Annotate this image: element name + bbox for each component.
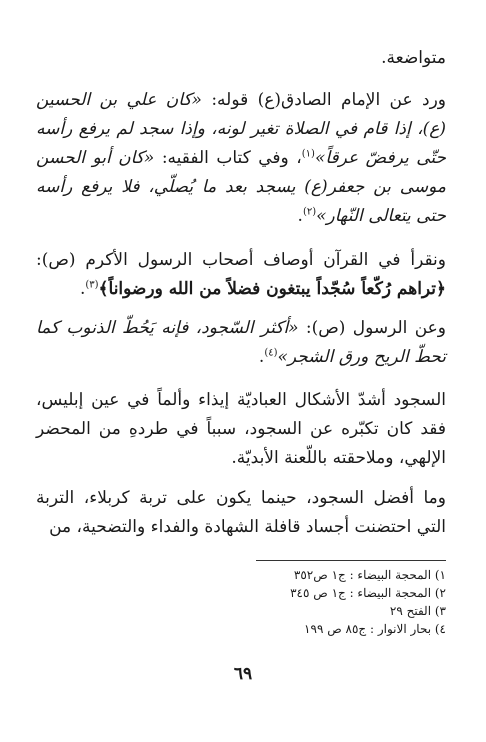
- p3-quote: «أكثر السّجود، فإنه يَحُطّ الذنوب كما تحطّ الريح ورق الشجر»: [36, 318, 446, 367]
- footnote-2: ٢) المحجة البيضاء : ج١ ص ٣٤٥: [290, 586, 446, 600]
- footnote-3: ٣) الفتح ٢٩: [389, 604, 446, 618]
- paragraph-prostration-iblis: [36, 386, 446, 473]
- p1-quote-1: «كان علي بن الحسين (ع)، إذا قام في الصلاة تغير لونه، وإذا سجد لم يرفع رأسه حتّى يرفضّ عرقاً»: [36, 90, 447, 168]
- p1-quote-2: «كان أبو الحسن موسى بن جعفر(ع) يسجد بعد ما يُصلّي، فلا يرفع رأسه حتى يتعالى النّهار»: [36, 148, 446, 226]
- intro-line: [36, 44, 446, 73]
- p4-text: السجود أشدّ الأشكال العباديّة إيذاء وألماً في عين إبليس، فقد كان تكبّره عن السجود، سبباً في طردهِ من المحضر الإلهي، وملاحقته باللّعنة الأبديّة.: [36, 390, 446, 468]
- p1-text-1: ورد عن الإمام الصادق(ع) قوله:: [201, 90, 446, 110]
- footnote-ref-3: (٣): [85, 279, 99, 291]
- footnotes: [226, 566, 446, 638]
- paragraph-karbala-soil: [36, 484, 446, 542]
- footnote-4: ٤) بحار الانوار : ج٨٥ ص ١٩٩: [304, 622, 446, 636]
- p3-text-1: وعن الرسول (ص):: [298, 318, 446, 338]
- p1-text-2: ، وفي كتاب الفقيه:: [154, 148, 302, 168]
- paragraph-sadiq-narration: [36, 86, 446, 231]
- footnote-ref-2: (٢): [302, 206, 317, 218]
- intro-text: متواضعة.: [381, 48, 446, 68]
- footnote-divider: [256, 560, 446, 561]
- quran-verse: ﴿تراهم رُكّعاً سُجّداً يبتغون فضلاً من الله ورضواناً﴾: [98, 279, 446, 299]
- p1-text-3: .: [297, 206, 303, 226]
- p3-text-2: .: [258, 347, 265, 367]
- p5-text: وما أفضل السجود، حينما يكون على تربة كربلاء، التربة التي احتضنت أجساد قافلة الشهادة والفداء والتضحية، من: [36, 488, 446, 537]
- paragraph-quran-verse: [36, 246, 446, 304]
- footnote-1: ١) المحجة البيضاء : ج١ ص٣٥٢: [293, 568, 446, 582]
- p2-text-1: ونقرأ في القرآن أوصاف أصحاب الرسول الأكرم (ص):: [36, 250, 446, 270]
- footnote-ref-4: (٤): [264, 347, 278, 359]
- paragraph-prophet-hadith: [36, 314, 446, 372]
- page-number: ٦٩: [233, 664, 253, 684]
- footnote-ref-1: (١): [301, 148, 315, 160]
- p2-text-2: .: [79, 279, 86, 299]
